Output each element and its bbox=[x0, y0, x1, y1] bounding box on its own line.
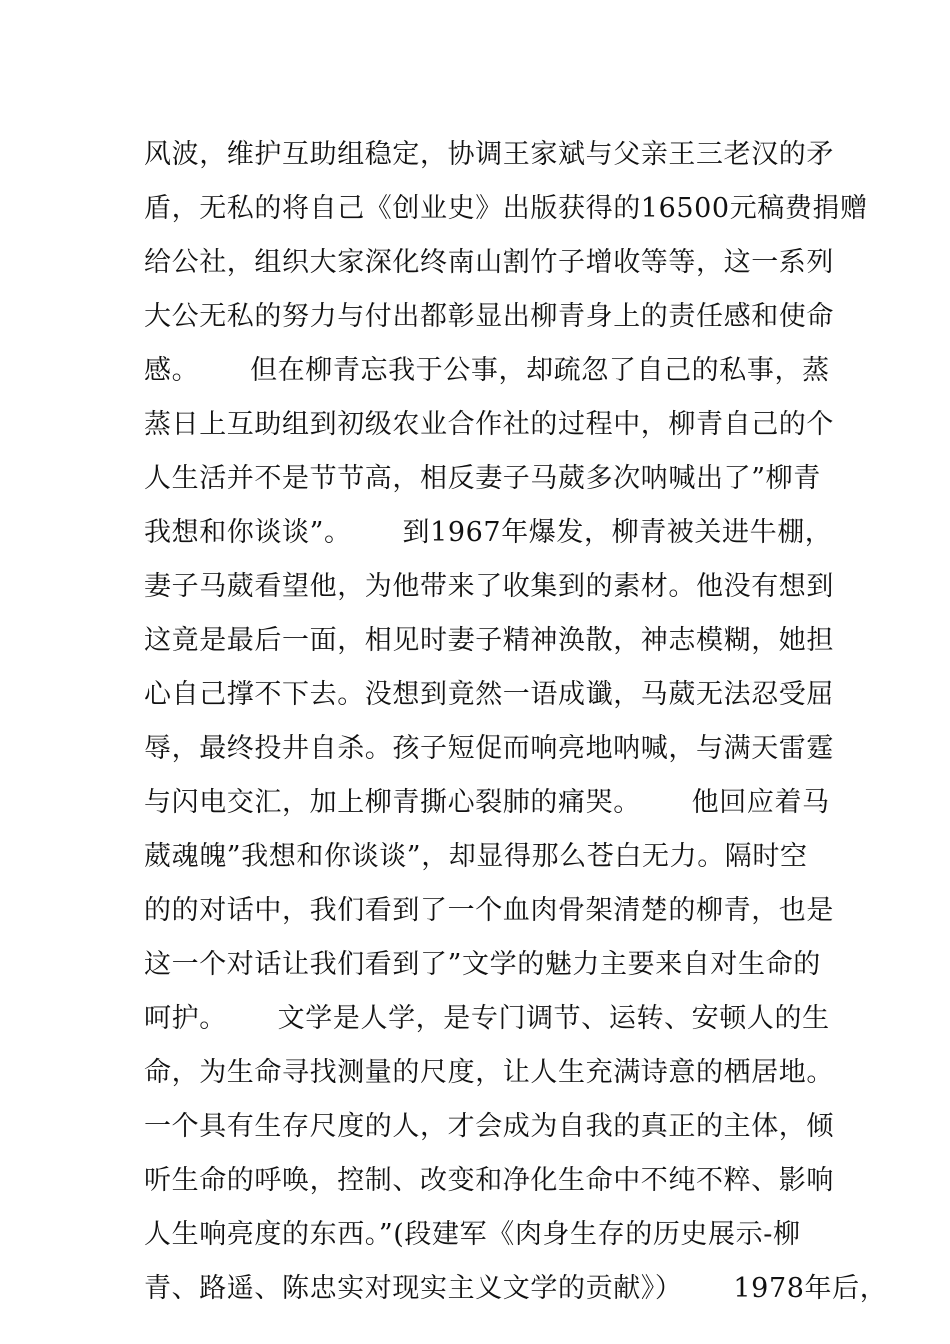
text-line: 的的对话中，我们看到了一个血肉骨架清楚的柳青，也是 bbox=[144, 895, 834, 926]
text-line: 听生命的呼唤，控制、改变和净化生命中不纯不粹、影响 bbox=[144, 1165, 834, 1196]
text-line: 妻子马葳看望他，为他带来了收集到的素材。他没有想到 bbox=[144, 571, 834, 602]
text-line: 心自己撑不下去。没想到竟然一语成谶，马葳无法忍受屈 bbox=[144, 679, 834, 710]
text-line: 我想和你谈谈”。 到1967年爆发，柳青被关进牛棚， bbox=[144, 517, 833, 548]
text-line: 感。 但在柳青忘我于公事，却疏忽了自己的私事，蒸 bbox=[144, 355, 830, 386]
body-paragraph bbox=[144, 128, 888, 1316]
text-line: 风波，维护互助组稳定，协调王家斌与父亲王三老汉的矛 bbox=[144, 139, 834, 170]
text-line: 辱，最终投井自杀。孩子短促而响亮地呐喊，与满天雷霆 bbox=[144, 733, 834, 764]
text-line: 这一个对话让我们看到了”文学的魅力主要来自对生命的 bbox=[144, 949, 821, 980]
text-line: 命，为生命寻找测量的尺度，让人生充满诗意的栖居地。 bbox=[144, 1057, 834, 1088]
text-line: 青、路遥、陈忠实对现实主义文学的贡献》） 1978年后， bbox=[144, 1273, 888, 1304]
text-line: 给公社，组织大家深化终南山割竹子增收等等，这一系列 bbox=[144, 247, 834, 278]
text-line: 呵护。 文学是人学，是专门调节、运转、安顿人的生 bbox=[144, 1003, 830, 1034]
text-line: 大公无私的努力与付出都彰显出柳青身上的责任感和使命 bbox=[144, 301, 834, 332]
text-line: 葳魂魄”我想和你谈谈”，却显得那么苍白无力。隔时空 bbox=[144, 841, 808, 872]
text-line: 与闪电交汇，加上柳青撕心裂肺的痛哭。 他回应着马 bbox=[144, 787, 830, 818]
text-line: 这竟是最后一面，相见时妻子精神涣散，神志模糊，她担 bbox=[144, 625, 834, 656]
text-line: 一个具有生存尺度的人，才会成为自我的真正的主体，倾 bbox=[144, 1111, 834, 1142]
text-line: 蒸日上互助组到初级农业合作社的过程中，柳青自己的个 bbox=[144, 409, 834, 440]
text-line: 人生活并不是节节高，相反妻子马葳多次呐喊出了”柳青 bbox=[144, 463, 821, 494]
text-line: 人生响亮度的东西。”(段建军《肉身生存的历史展示-柳 bbox=[144, 1219, 801, 1250]
text-line: 盾，无私的将自己《创业史》出版获得的16500元稿费捐赠 bbox=[144, 193, 868, 224]
